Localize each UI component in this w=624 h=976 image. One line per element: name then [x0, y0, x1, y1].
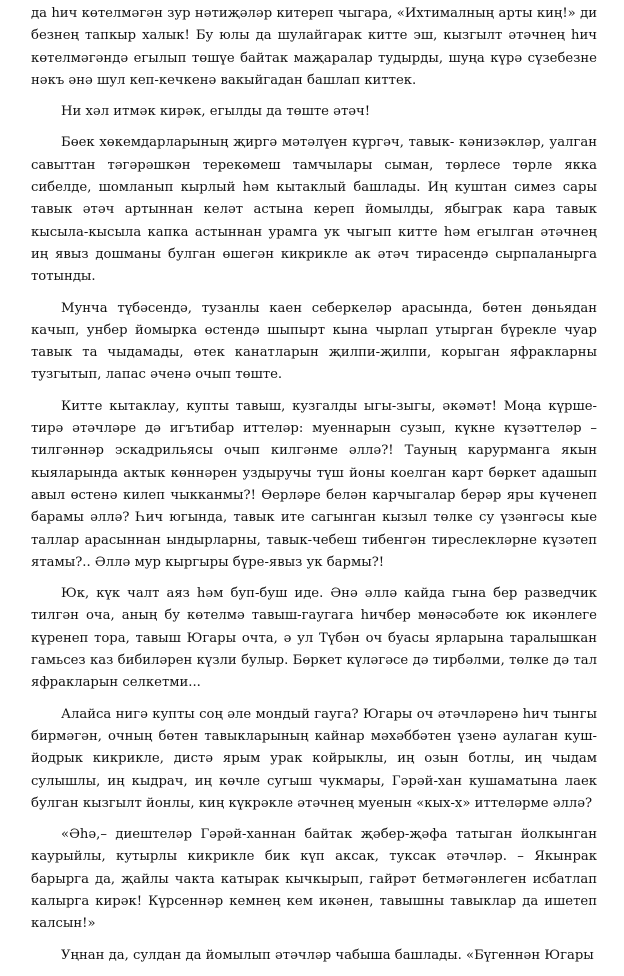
paragraph: Юк, күк чалт аяз һәм буп-буш иде. Әнә әллә кайда гына бер разведчик тилгән оча, аның бу көтелмә тавыш-гаугага һичбер мөнәсәбәте юк икәнлеге күренеп тора, тавыш Югары очта, ә ул Түбән оч буасы ярларына таралышкан гамьсез каз бибиләрен күзли булыр. Бөркет күләгәсе дә тирбәлми, төлке дә тал яфракларын селкетми...	[31, 586, 597, 691]
paragraph: Мунча түбәсендә, тузанлы каен себеркеләр арасында, бөтен дөньядан качып, унбер йомырка өстендә шыпырт кына чырлап утырган бүрекле чуар тавык та чыдамады, өтек канатларын җилпи-җилпи, корыган яфракларны тузгытып, лапас әченә очып төште.	[31, 300, 597, 383]
paragraph: Китте кытаклау, купты тавыш, кузгалды ыгы-зыгы, әкәмәт! Моңа күрше-тирә әтәчләре дә игътибар иттеләр: муеннарын сузып, күкне күзәттеләр – тилгәннәр эскадрильясы очып килгәнме әллә?! Тауның карурманга якын кыяларында актык көннәрен уздыручы түш йоны коелган карт бөркет адашып авыл өстенә килеп чыкканмы?! Өерләре белән карчыгалар берәр яры күченеп барамы әллә? Һич югында, тавык ите сагынган кызыл төлке су үзәнгәсы кые таллар арасыннан ындырларны, тавык-чебеш тибенгән тиреслекләрне күзәтеп ятамы?.. Әллә мур кыргыры бүре-явыз ук бармы?!	[31, 398, 597, 570]
paragraph: Бөек хөкемдарларының җиргә мәтәлүен күргәч, тавык- кәнизәкләр, уалган савыттан тәгәрәшкән терекөмеш тамчылары сыман, төрлесе төрле якка сибелде, шомланып кырлый һәм кытаклый башлады. Иң куштан симез сары тавык әтәч артыннан келәт астына кереп йомылды, ябыграк кара тавык кысыла-кысыла капка астыннан урамга ук чыгып китте һәм егылган әтәчнең иң явыз дошманы булган өшегән кикрикле ак әтәч тирасендә сырпаланырга тотынды.	[31, 135, 597, 285]
paragraph: Ни хәл итмәк кирәк, егылды да төште әтәч!	[61, 104, 371, 120]
body-text	[31, 0, 597, 976]
paragraph: Алайса нигә купты соң әле мондый гауга? Югары оч әтәчләренә һич тынгы бирмәгән, очның бөтен тавыкларының кайнар мәхәббәтен үзенә аулаган куш-йодрык кикрикле, дистә ярым урак койрыклы, иң озын ботлы, иң чыдам сулышлы, иң кыдрач, иң көчле сугыш чукмары, Гәрәй-хан кушаматына лаек булган кызгылт йонлы, киң күкрәкле әтәчнең муенын «кых-х» иттеләрме әллә?	[31, 706, 597, 811]
paragraph: Уңнан да, сулдан да йомылып әтәчләр чабыша башлады. «Бүгеннән Югары	[61, 947, 594, 963]
paragraph: да һич көтелмәгән зур нәтиҗәләр китереп чыгара, «Ихтималның арты киң!» ди безнең тапкыр халык! Бу юлы да шулайгарак китте эш, кызгылт әтәчнең һич көтелмәгәндә егылып төшүе байтак маҗаралар тудырды, шуңа күрә сүзебезне нәкъ әнә шул кеп-кечкенә вакыйгадан башлап киттек.	[31, 6, 597, 88]
paragraph: «Әһә,– диештеләр Гәрәй-ханнан байтак җәбер-җәфа татыган йолкынган каурыйлы, кутырлы кикрикле бик күп аксак, туксак әтәчләр. – Якынрак барырга да, җайлы чакта катырак кычкырып, гайрәт бетмәгәнлеген исбатлап калырга кирәк! Күрсеннәр кемнең кем икәнен, тавышны тавыклар да ишетеп калсын!»	[31, 827, 597, 932]
